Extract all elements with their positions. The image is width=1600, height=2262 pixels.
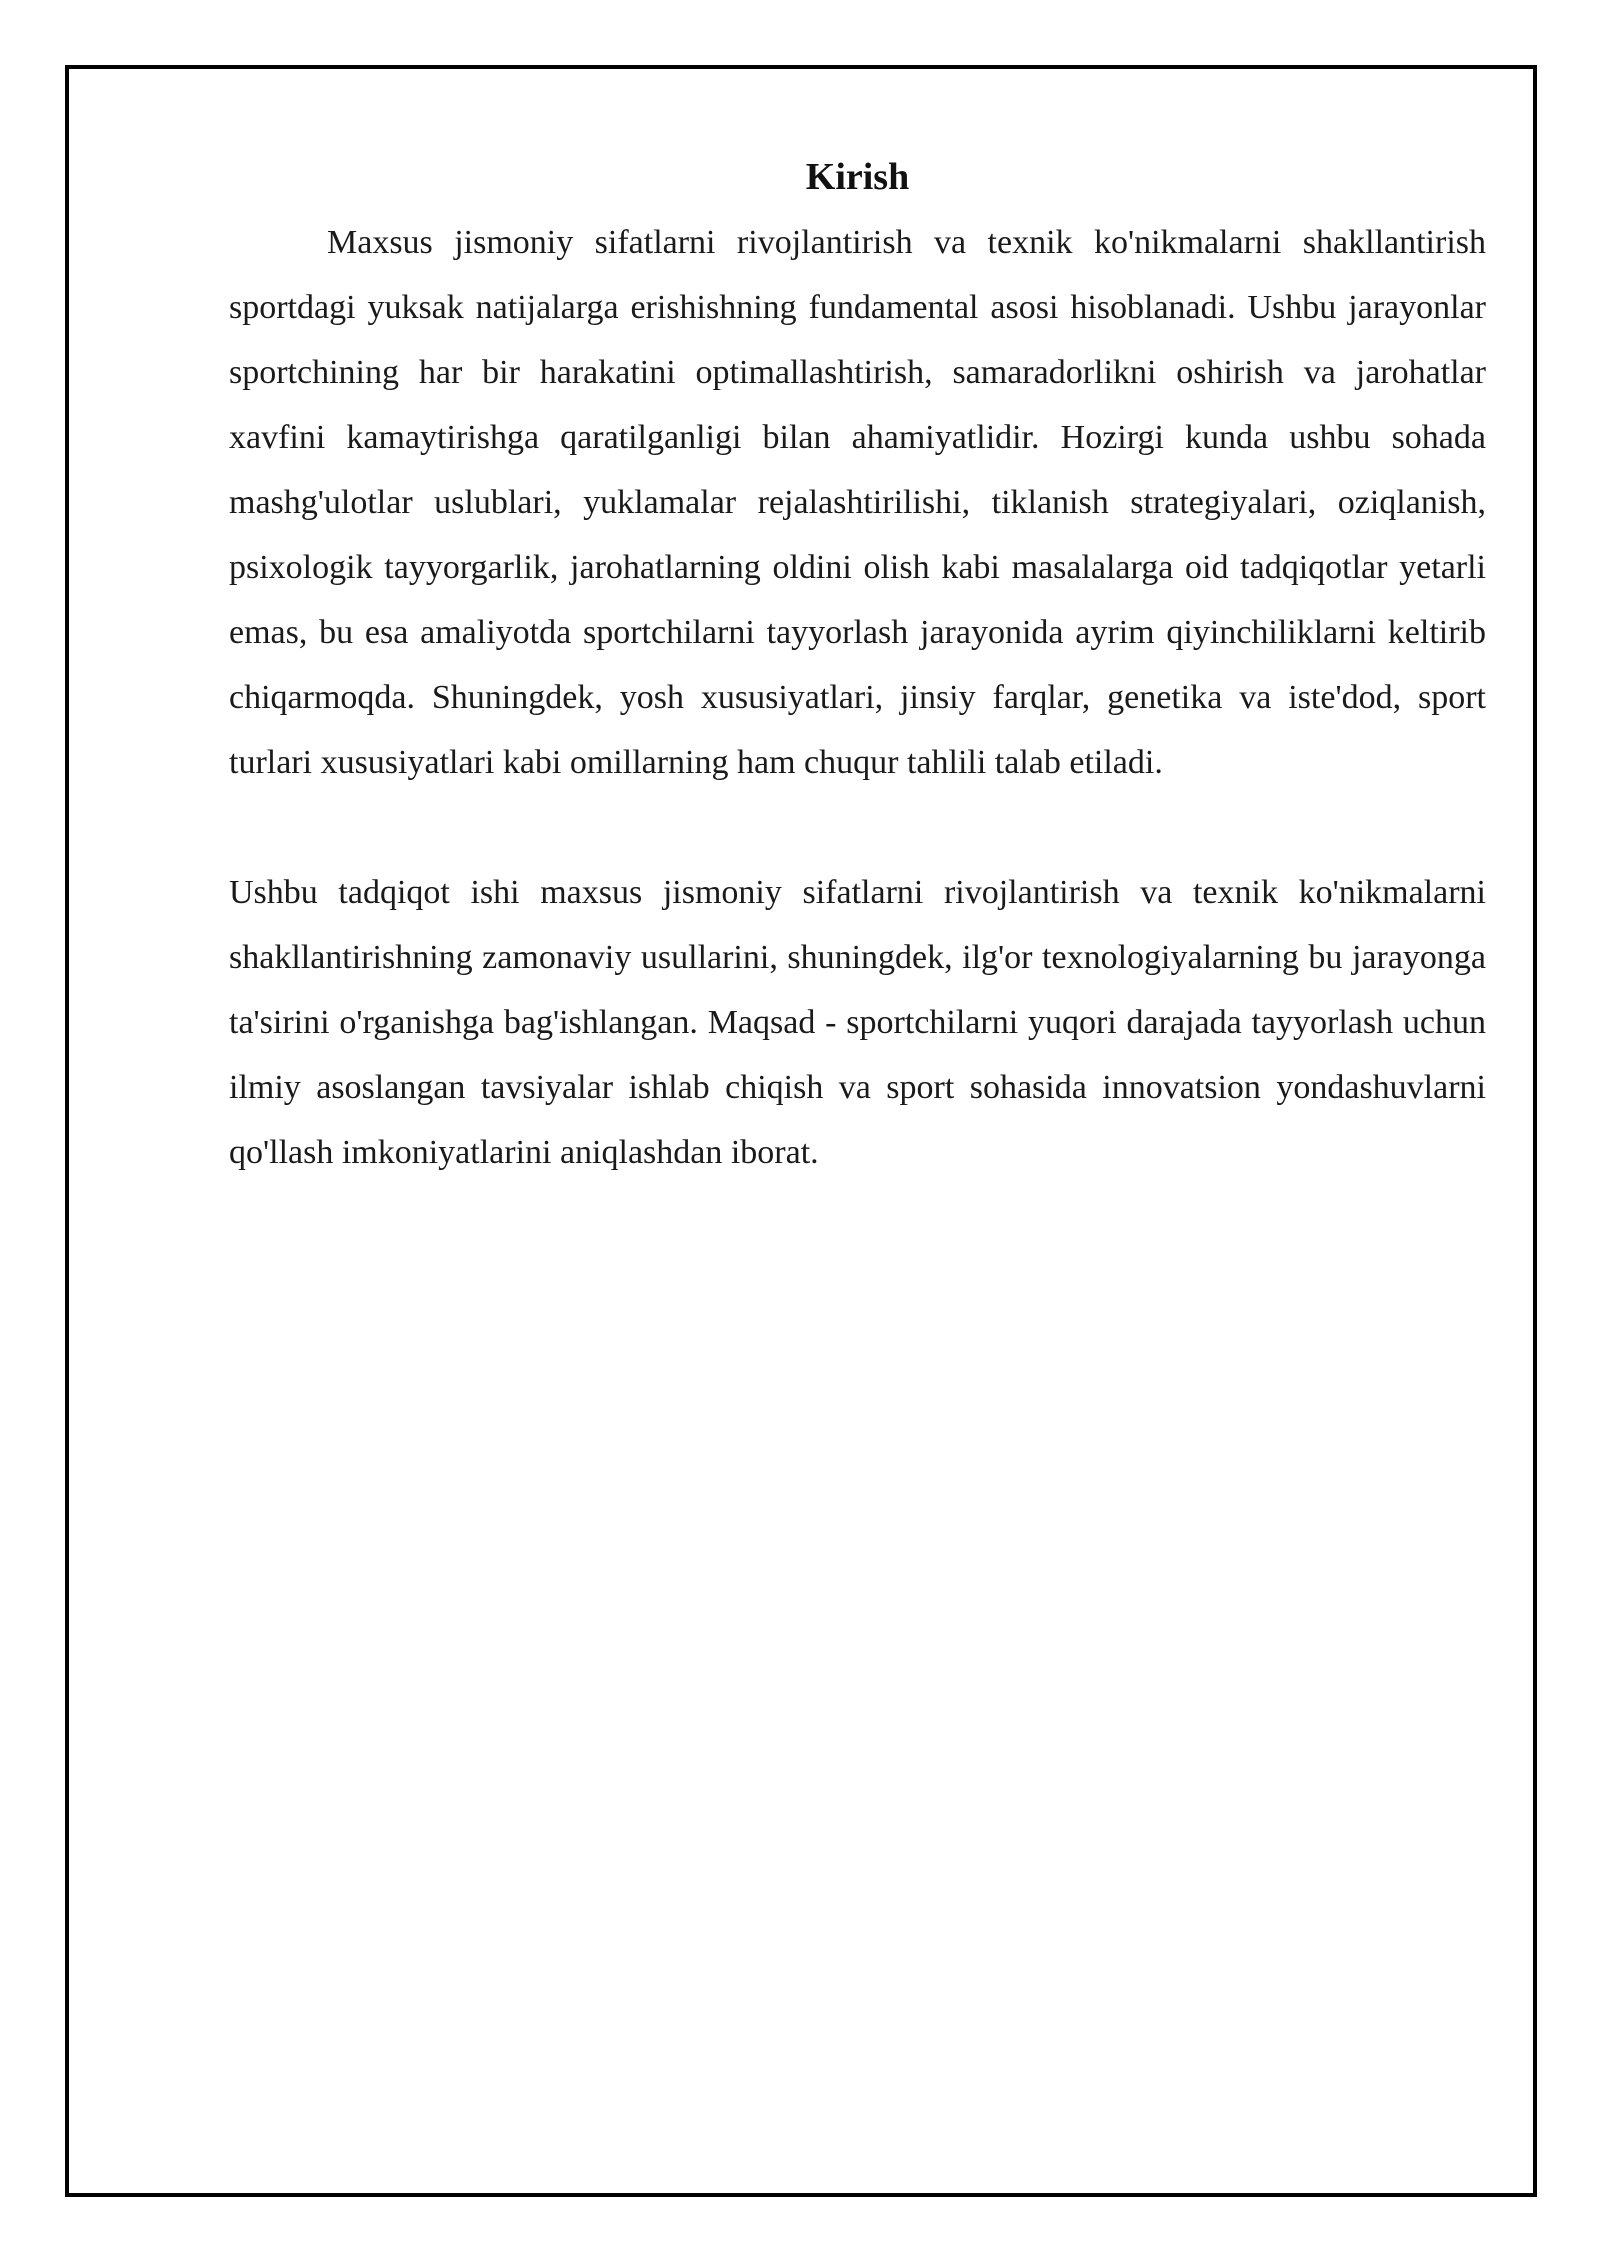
intro-paragraph: Maxsus jismoniy sifatlarni rivojlantirish va texnik ko'nikmalarni shakllantirish sportdagi yuksak natijalarga erishishning fundamental asosi hisoblanadi. Ushbu jarayonlar sportchining har bir harakatini optimallashtirish, samaradorlikni oshirish va jarohatlar xavfini kamaytirishga qaratilganligi bilan ahamiyatlidir. Hozirgi kunda ushbu sohada mashg'ulotlar uslublari, yuklamalar rejalashtirilishi, tiklanish strategiyalari, oziqlanish, psixologik tayyorgarlik, jarohatlarning oldini olish kabi masalalarga oid tadqiqotlar yetarli emas, bu esa amaliyotda sportchilarni tayyorlash jarayonida ayrim qiyinchiliklarni keltirib chiqarmoqda. Shuningdek, yosh xususiyatlari, jinsiy farqlar, genetika va iste'dod, sport turlari xususiyatlari kabi omillarning ham chuqur tahlili talab etiladi. <box>229 224 1486 781</box>
document-body <box>229 150 1486 1185</box>
section-heading: Kirish <box>805 156 910 198</box>
purpose-paragraph: Ushbu tadqiqot ishi maxsus jismoniy sifatlarni rivojlantirish va texnik ko'nikmalarni shakllantirishning zamonaviy usullarini, shuningdek, ilg'or texnologiyalarning bu jarayonga ta'sirini o'rganishga bag'ishlangan. Maqsad - sportchilarni yuqori darajada tayyorlash uchun ilmiy asoslangan tavsiyalar ishlab chiqish va sport sohasida innovatsion yondashuvlarni qo'llash imkoniyatlarini aniqlashdan iborat. <box>229 874 1486 1171</box>
paragraph-spacer <box>229 795 1486 860</box>
